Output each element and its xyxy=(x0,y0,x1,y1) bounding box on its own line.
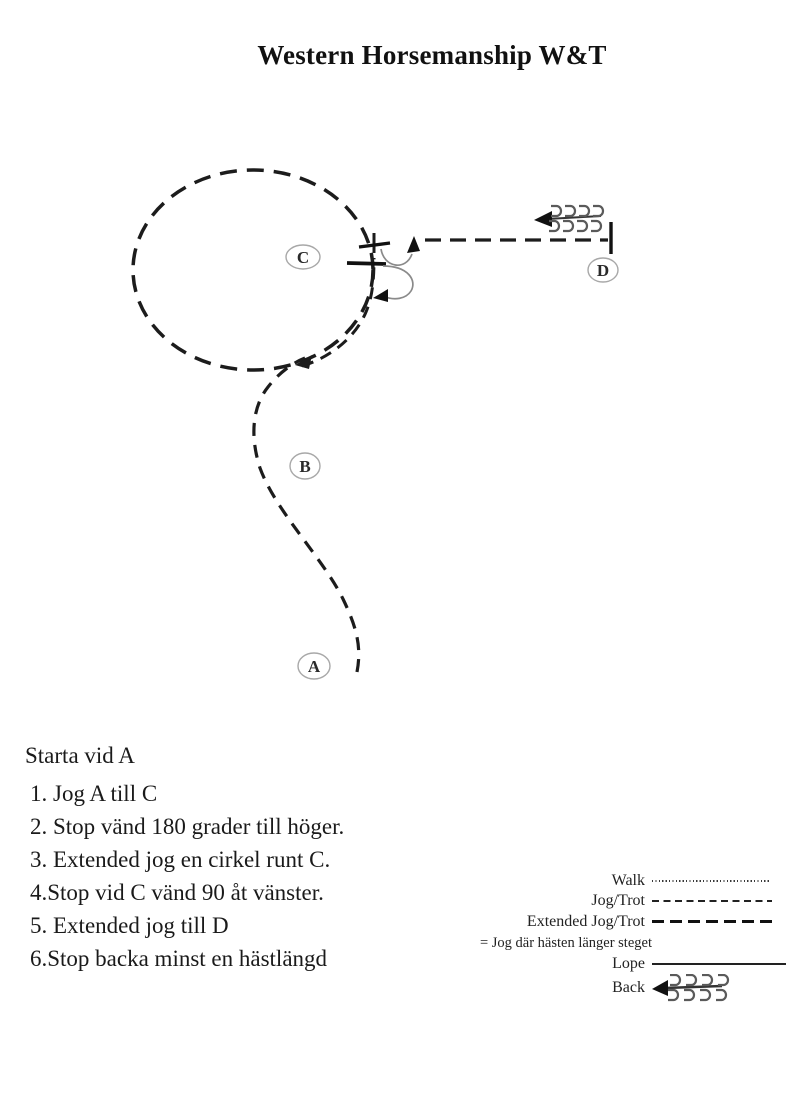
legend-row-jog xyxy=(440,891,792,911)
waypoint-b-label: B xyxy=(299,457,311,476)
instruction-item-6: 6.Stop backa minst en hästlängd xyxy=(30,946,328,971)
legend-row-note xyxy=(440,932,792,954)
turn-arrow-upper-head-icon xyxy=(407,236,420,253)
waypoint-c-label: C xyxy=(296,248,310,267)
page-title: Western Horsemanship W&T xyxy=(257,40,607,70)
circle-path xyxy=(133,170,373,370)
instruction-item-3: 3. Extended jog en cirkel runt C. xyxy=(30,847,331,872)
turn-arrow-lower-head-icon xyxy=(373,289,388,302)
waypoint-a-label: A xyxy=(307,657,321,676)
stop-bar-1 xyxy=(359,243,390,247)
stop-bar-2 xyxy=(347,263,386,264)
waypoint-b xyxy=(290,453,320,479)
walk-line-sample-icon xyxy=(652,880,770,882)
back-symbol-sample-icon xyxy=(652,974,737,1002)
instruction-item-5: 5. Extended jog till D xyxy=(30,913,229,938)
legend-back-label: Back xyxy=(612,979,645,996)
legend-row-walk xyxy=(440,870,792,891)
gait-legend xyxy=(440,870,792,1002)
waypoint-c xyxy=(286,245,320,269)
instruction-item-4: 4.Stop vid C vänd 90 åt vänster. xyxy=(30,880,324,905)
jog-line-sample-icon xyxy=(652,900,772,902)
waypoint-d xyxy=(588,258,618,282)
instructions-block xyxy=(25,741,465,975)
instructions-intro: Starta vid A xyxy=(25,743,135,768)
legend-lope-label: Lope xyxy=(612,955,645,972)
legend-jog-label: Jog/Trot xyxy=(591,892,645,909)
back-symbol xyxy=(534,206,603,231)
legend-row-extended-jog xyxy=(440,911,792,932)
instruction-item-2: 2. Stop vänd 180 grader till höger. xyxy=(30,814,345,839)
legend-extended-label: Extended Jog/Trot xyxy=(526,912,645,930)
waypoint-a xyxy=(298,653,330,679)
instruction-item-1: 1. Jog A till C xyxy=(30,781,158,806)
legend-extended-note: = Jog där hästen länger steget xyxy=(479,934,652,951)
lope-line-sample-icon xyxy=(652,963,786,965)
legend-row-lope xyxy=(440,954,792,974)
jog-path-a-to-c xyxy=(254,358,359,672)
legend-row-back xyxy=(440,974,792,1002)
back-arrow-icon xyxy=(534,211,552,227)
legend-walk-label: Walk xyxy=(611,871,645,889)
extended-jog-line-sample-icon xyxy=(652,920,772,924)
waypoint-d-label: D xyxy=(596,261,610,280)
